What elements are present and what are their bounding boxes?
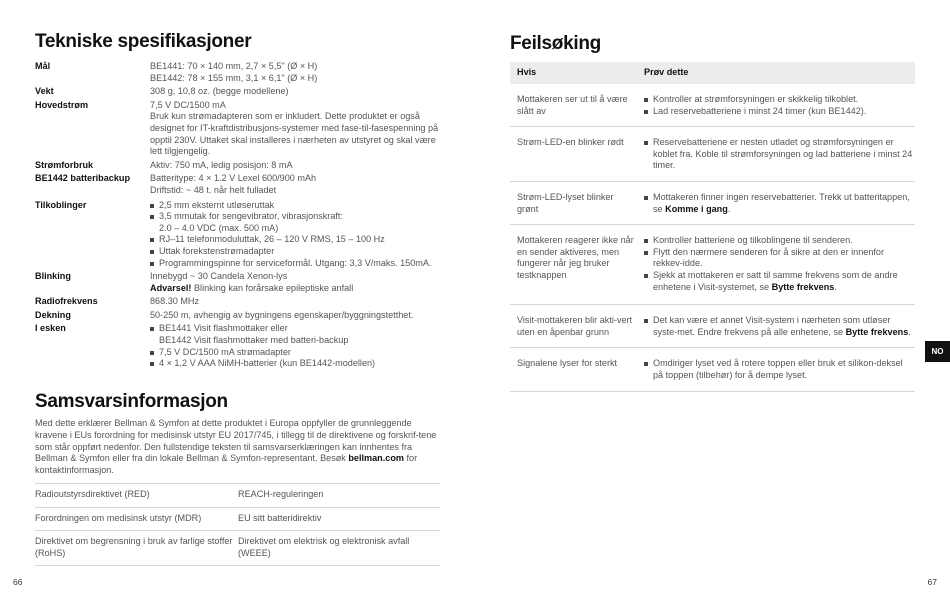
table-row bbox=[510, 182, 915, 225]
bullet-end: . bbox=[727, 203, 731, 214]
directive-row bbox=[35, 530, 440, 566]
row-solution bbox=[635, 235, 915, 295]
row-solution bbox=[635, 192, 915, 215]
bullet-item: 3,5 mmutak for sengevibrator, vibrasjonskraft: bbox=[150, 211, 440, 223]
row-condition: Visit-mottakeren blir akti-vert uten en åpenbar grunn bbox=[517, 315, 633, 337]
table-row bbox=[510, 348, 915, 391]
row-solution bbox=[635, 94, 915, 117]
bullet-item: Reservebatteriene er nesten utladet og strømforsyningen er koblet fra. Koble til strømforsyningen og lad batteriene i minst 24 timer. bbox=[644, 137, 915, 172]
directive-row bbox=[35, 507, 440, 531]
ref-bytte-frekvens[interactable]: Bytte frekvens bbox=[771, 281, 835, 292]
spec-row-maal bbox=[35, 61, 440, 84]
bullet-text: Det kan være et annet Visit-system i nærheten som utløser syste-met. Endre frekvens på alle enhetene, se bbox=[653, 315, 891, 337]
spec-line: BE1442: 78 × 155 mm, 3,1 × 6,1" (Ø × H) bbox=[150, 72, 318, 83]
spec-line: 50-250 m, avhengig av bygningens egenskaper/byggningstetthet. bbox=[150, 309, 414, 320]
bullet-item: Flytt den nærmere senderen for å sikre at den er innenfor rekkev-idde. bbox=[644, 247, 915, 270]
bullet-item: 2,5 mm eksternt utløseruttak bbox=[150, 200, 440, 212]
directive-cell: Forordningen om medisinsk utstyr (MDR) bbox=[35, 512, 202, 523]
spec-value bbox=[150, 173, 440, 196]
compliance-title: Samsvarsinformasjon bbox=[35, 391, 228, 412]
spec-value bbox=[150, 310, 440, 322]
bullet-item: Programmingspinne for serviceformål. Utgang: 3,3 V/maks. 150mA. bbox=[150, 258, 440, 270]
spec-line: Batteritype: 4 × 1.2 V Lexel 600/900 mAh bbox=[150, 173, 317, 184]
troubleshooting-title: Feilsøking bbox=[510, 33, 601, 54]
spec-line: 7,5 V DC/1500 mA bbox=[150, 99, 226, 110]
spec-line: Driftstid: ~ 48 t. når helt fulladet bbox=[150, 184, 277, 195]
warning-line bbox=[150, 283, 440, 295]
spec-table bbox=[35, 61, 440, 370]
spec-value bbox=[150, 86, 440, 98]
page-number: 66 bbox=[13, 577, 23, 587]
spec-row-forbruk bbox=[35, 160, 440, 172]
spec-value bbox=[150, 160, 440, 172]
directive-cell: REACH-reguleringen bbox=[238, 489, 324, 499]
row-solution bbox=[635, 137, 915, 172]
language-tab: NO bbox=[925, 341, 950, 362]
bullet-item: Kontroller at strømforsyningen er skikkelig tilkoblet. bbox=[644, 94, 915, 106]
spec-row-eske bbox=[35, 323, 440, 369]
spec-key: BE1442 batteribackup bbox=[35, 173, 131, 184]
spec-line: Bruk kun strømadapteren som er inkludert. Dette produktet er også designet for IT-kraftdistribusjons-systemer med fase-til-fasespenning på opptil 230V. Uttaket skal installeres i nærheten av utstyret og skal være lett tilgjengelig. bbox=[150, 111, 439, 157]
bullet-continuation: 2.0 – 4.0 VDC (max. 500 mA) bbox=[159, 222, 279, 233]
compliance-end: for kontaktinformasjon. bbox=[35, 453, 418, 476]
row-condition: Mottakeren ser ut til å være slått av bbox=[517, 94, 628, 116]
bullet-item: Uttak forekstenstrømadapter bbox=[150, 246, 440, 258]
warning-text: Blinking kan forårsake epileptiske anfall bbox=[191, 282, 354, 293]
bullet-item: 4 × 1,2 V AAA NiMH-batterier (kun BE1442-modellen) bbox=[150, 358, 440, 370]
spec-row-tilkoblinger bbox=[35, 200, 440, 270]
row-condition: Signalene lyser for sterkt bbox=[517, 358, 618, 369]
bullet-item bbox=[644, 270, 915, 293]
bullet-item: BE1441 Visit flashmottaker eller bbox=[150, 323, 440, 335]
spec-value bbox=[150, 271, 440, 294]
spec-value bbox=[150, 323, 440, 369]
spec-key: Hovedstrøm bbox=[35, 99, 89, 110]
spec-value bbox=[150, 100, 440, 158]
spec-row-radio bbox=[35, 296, 440, 308]
header-if: Hvis bbox=[517, 67, 537, 78]
bullet-item bbox=[644, 192, 915, 215]
bullet-text: Mottakeren finner ingen reservebatterier. Trekk ut batteritappen, se bbox=[653, 191, 910, 214]
spec-line: BE1441: 70 × 140 mm, 2,7 × 5,5" (Ø × H) bbox=[150, 61, 318, 71]
ref-komme-i-gang[interactable]: Komme i gang bbox=[665, 203, 728, 214]
spec-key: Strømforbruk bbox=[35, 159, 94, 170]
compliance-body: Med dette erklærer Bellman & Symfon at dette produktet i Europa oppfyller de grunnleggende kravene i EUs forordning for medisinsk utstyr EU 2017/745, i tillegg til de direktivene og forskrif-tene som står oppført nedenfor. Den fullstendige teksten til samsvarserklæringen kan innhentes fra Bellman & Symfon eller fra din lokale Bellman & Symfon-representant. Besøk bbox=[35, 418, 437, 464]
spec-value bbox=[150, 296, 440, 308]
directives-table bbox=[35, 483, 440, 566]
spec-row-backup bbox=[35, 173, 440, 196]
bullet-end: . bbox=[908, 326, 911, 337]
spec-line: Innebygd ~ 30 Candela Xenon-lys bbox=[150, 271, 288, 282]
spec-value bbox=[150, 61, 440, 84]
spec-key: Mål bbox=[35, 61, 51, 71]
spec-key: Radiofrekvens bbox=[35, 296, 98, 307]
spec-key: Dekning bbox=[35, 309, 71, 320]
bullet-item: Omdiriger lyset ved å rotere toppen eller bruk et silikon-deksel på toppen (tilbehør) for å dempe lyset. bbox=[644, 358, 915, 381]
bullet-item: RJ–11 telefonmoduluttak, 26 – 120 V RMS, 15 – 100 Hz bbox=[150, 234, 440, 246]
spec-value bbox=[150, 200, 440, 270]
bullet-continuation: BE1442 Visit flashmottaker med batteri-backup bbox=[159, 335, 349, 346]
row-condition: Strøm-LED-lyset blinker grønt bbox=[517, 191, 614, 214]
directive-cell: Direktivet om elektrisk og elektronisk avfall (WEEE) bbox=[238, 536, 410, 558]
table-row bbox=[510, 305, 915, 348]
troubleshooting-table bbox=[510, 62, 915, 392]
directive-cell: Direktivet om begrensning i bruk av farlige stoffer (RoHS) bbox=[35, 536, 233, 558]
bullet-item: Lad reservebatteriene i minst 24 timer (kun BE1442). bbox=[644, 106, 915, 118]
spec-line: 308 g, 10,8 oz. (begge modellene) bbox=[150, 86, 289, 97]
spec-line: Aktiv: 750 mA, ledig posisjon: 8 mA bbox=[150, 159, 293, 170]
table-header bbox=[510, 62, 915, 84]
ref-bytte-frekvens[interactable]: Bytte frekvens bbox=[845, 326, 909, 337]
row-solution bbox=[635, 315, 915, 338]
directive-cell: EU sitt batteridirektiv bbox=[238, 512, 322, 523]
spec-key: Vekt bbox=[35, 86, 54, 97]
page-number: 67 bbox=[927, 577, 937, 587]
spec-key: I esken bbox=[35, 323, 66, 334]
directive-row bbox=[35, 483, 440, 507]
bullet-item bbox=[644, 315, 915, 338]
table-row bbox=[510, 127, 915, 182]
row-condition: Mottakeren reagerer ikke når en sender aktiveres, men fungerer når jeg bruker testknappen bbox=[517, 235, 634, 280]
spec-row-hovedstrom bbox=[35, 100, 440, 158]
header-try: Prøv dette bbox=[644, 67, 689, 78]
compliance-text bbox=[35, 418, 440, 477]
spec-key: Blinking bbox=[35, 271, 71, 282]
spec-title: Tekniske spesifikasjoner bbox=[35, 31, 252, 52]
spec-key: Tilkoblinger bbox=[35, 199, 87, 210]
spec-row-vekt bbox=[35, 86, 440, 98]
spec-line: 868.30 MHz bbox=[150, 296, 200, 307]
table-row bbox=[510, 84, 915, 127]
bullet-end: . bbox=[834, 281, 837, 292]
bellman-link[interactable]: bellman.com bbox=[348, 453, 404, 464]
warning-label: Advarsel! bbox=[150, 282, 192, 293]
bullet-item: Kontroller batteriene og tilkoblingene til senderen. bbox=[644, 235, 915, 247]
spec-row-blinking bbox=[35, 271, 440, 294]
directive-cell: Radioutstyrsdirektivet (RED) bbox=[35, 489, 150, 499]
row-condition: Strøm-LED-en blinker rødt bbox=[517, 137, 624, 148]
right-page bbox=[475, 0, 950, 598]
table-row bbox=[510, 225, 915, 305]
bullet-text: Sjekk at mottakeren er satt til samme frekvens som de andre enhetene i Visit-systemet, se bbox=[653, 269, 898, 292]
bullet-item: 7,5 V DC/1500 mA strømadapter bbox=[150, 347, 440, 359]
row-solution bbox=[635, 358, 915, 381]
spec-row-dekning bbox=[35, 310, 440, 322]
